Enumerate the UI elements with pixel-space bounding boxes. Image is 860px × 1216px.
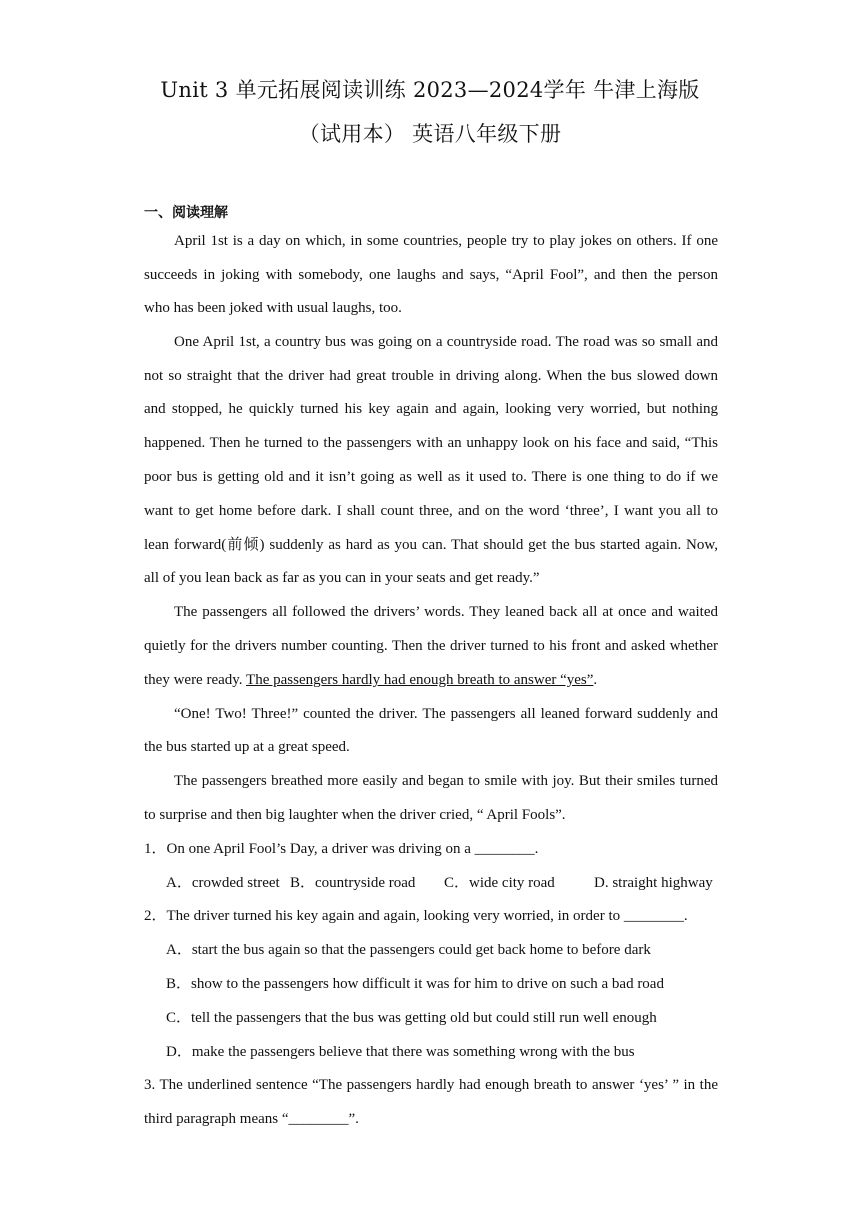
passage-line: and stopped, he quickly turned his key again and again, looking very worried, but nothing (144, 401, 718, 417)
passage-line: happened. Then he turned to the passengers with an unhappy look on his face and said, “This (144, 435, 718, 451)
passage-line: all of you lean back as far as you can in your seats and get ready.” (144, 570, 540, 586)
option-c: C．tell the passengers that the bus was getting old but could still run well enough (166, 1010, 657, 1026)
question-1-options (166, 872, 726, 894)
passage-line: quietly for the drivers number counting. Then the driver turned to his front and asked whether (144, 638, 718, 654)
option-b: B．show to the passengers how difficult it was for him to drive on such a bad road (166, 976, 664, 992)
section-heading: 一、阅读理解 (144, 205, 228, 221)
passage-line: want to get home before dark. I shall count three, and on the word ‘three’, I want you all to (144, 503, 718, 519)
passage-line: The passengers breathed more easily and began to smile with joy. But their smiles turned (174, 773, 718, 789)
document-title-line1: Unit 3 单元拓展阅读训练 2023—2024学年 牛津上海版 (160, 78, 700, 102)
question-1-stem: 1．On one April Fool’s Day, a driver was driving on a ________. (144, 841, 539, 857)
underlined-sentence: The passengers hardly had enough breath to answer “yes” (246, 672, 594, 688)
question-3-stem-continued: third paragraph means “________”. (144, 1111, 359, 1127)
option-b: B．countryside road (290, 875, 416, 891)
passage-text: they were ready. (144, 672, 247, 688)
passage-line (144, 669, 718, 691)
passage-line: the bus started up at a great speed. (144, 739, 350, 755)
passage-line: The passengers all followed the drivers’ words. They leaned back all at once and waited (174, 604, 718, 620)
passage-line: One April 1st, a country bus was going on a countryside road. The road was so small and (174, 334, 718, 350)
passage-line: poor bus is getting old and it isn’t going as well as it used to. There is one thing to do if we (144, 469, 718, 485)
question-3-stem: 3. The underlined sentence “The passengers hardly had enough breath to answer ‘yes’ ” in the (144, 1077, 718, 1093)
passage-line: not so straight that the driver had great trouble in driving along. When the bus slowed down (144, 368, 718, 384)
option-c: C．wide city road (444, 875, 555, 891)
document-title-line2: （试用本） 英语八年级下册 (298, 122, 562, 146)
passage-line: lean forward(前倾) suddenly as hard as you can. That should get the bus started again. Now, (144, 537, 718, 553)
passage-line: “One! Two! Three!” counted the driver. The passengers all leaned forward suddenly and (174, 706, 718, 722)
passage-text: . (593, 672, 598, 688)
option-a: A．crowded street (166, 875, 280, 891)
option-d: D．make the passengers believe that there was something wrong with the bus (166, 1044, 635, 1060)
passage-line: to surprise and then big laughter when the driver cried, “ April Fools”. (144, 807, 566, 823)
question-2-stem: 2．The driver turned his key again and again, looking very worried, in order to ________. (144, 908, 688, 924)
option-d: D. straight highway (594, 875, 713, 891)
passage-line: who has been joked with usual laughs, too. (144, 300, 402, 316)
passage-line: April 1st is a day on which, in some countries, people try to play jokes on others. If one (174, 233, 718, 249)
passage-line: succeeds in joking with somebody, one laughs and says, “April Fool”, and then the person (144, 267, 718, 283)
option-a: A．start the bus again so that the passengers could get back home to before dark (166, 942, 651, 958)
